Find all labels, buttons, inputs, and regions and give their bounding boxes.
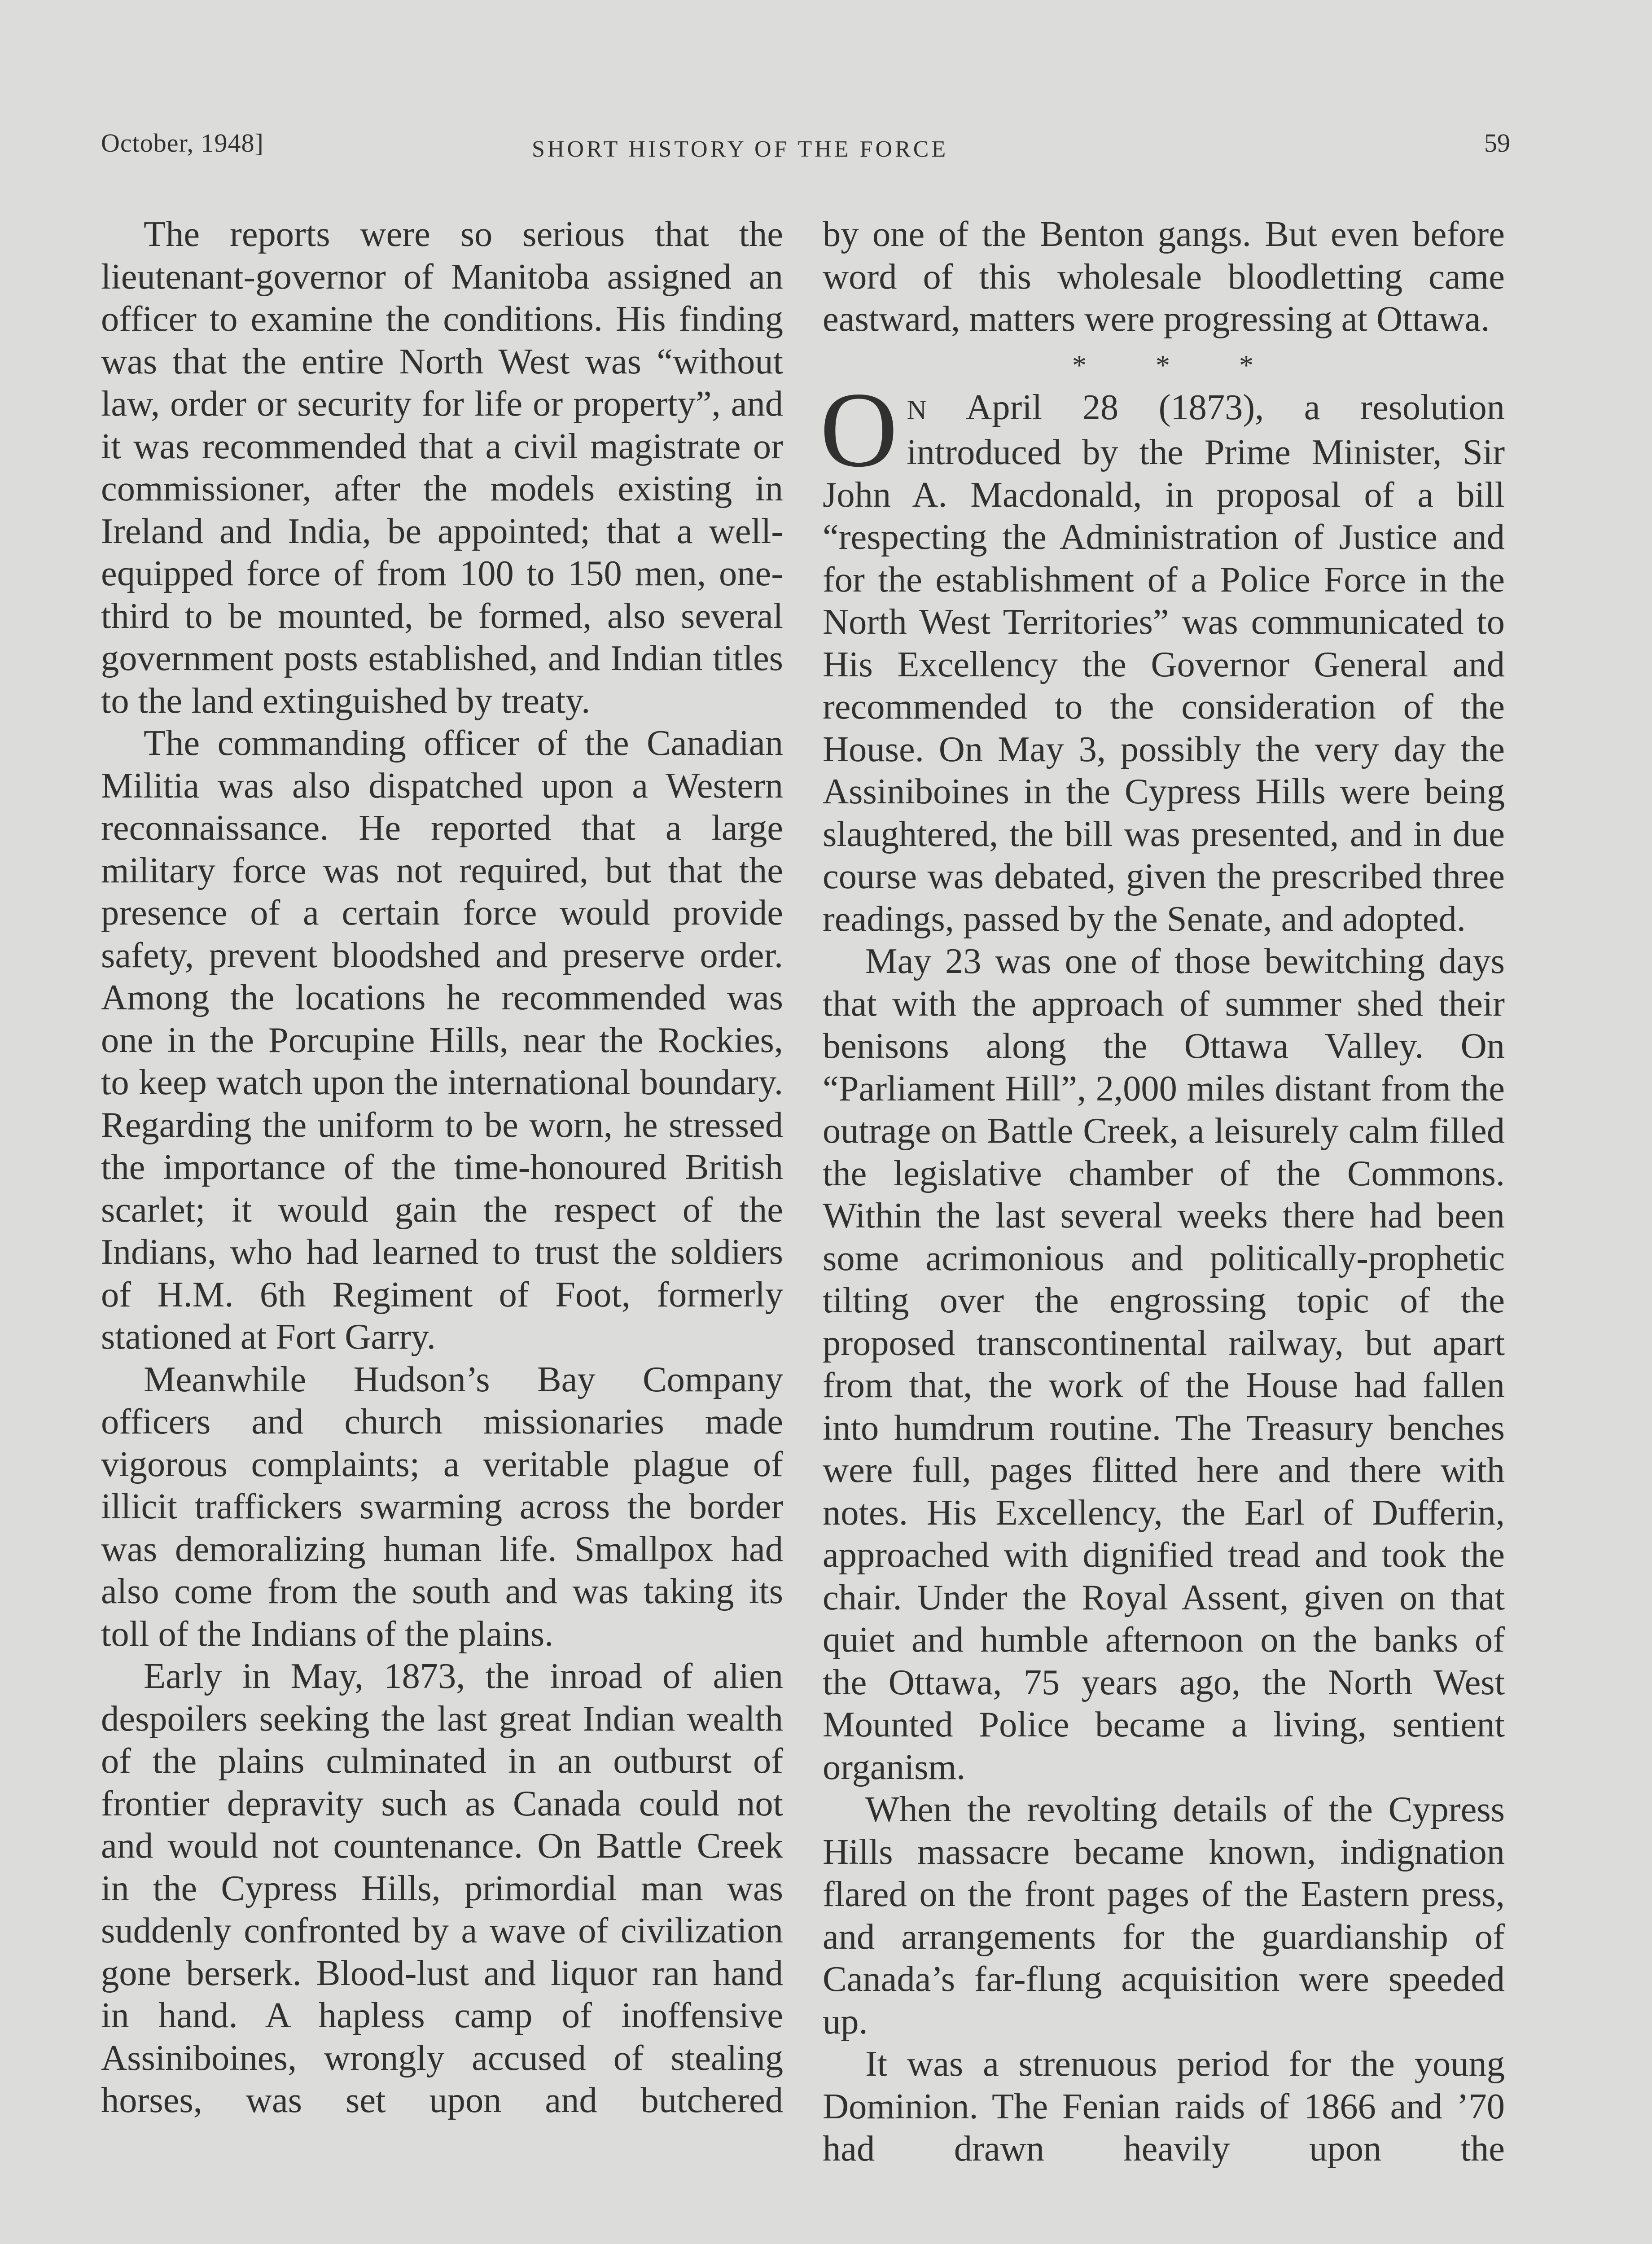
paragraph: The commanding officer of the Canadian Militia was also dispatched upon a Western reconnaissance. He reported that a large military force was not required, but that the presence of a certain force would provide safety, prevent bloodshed and preserve order. Among the locations he recommended was one in the Porcupine Hills, near the Rockies, to keep watch upon the international boundary. Regarding the uniform to be worn, he stressed the importance of the time-honoured British scarlet; it would gain the respect of the Indians, who had learned to trust the soldiers of H.M. 6th Regiment of Foot, formerly stationed at Fort Garry. xyxy=(101,723,783,1357)
paragraph: May 23 was one of those bewitching days that with the approach of summer shed their benisons along the Ottawa Valley. On “Parliament Hill”, 2,000 miles distant from the outrage on Battle Creek, a leisurely calm filled the legislative chamber of the Commons. Within the last several weeks there had been some acrimonious and politically-prophetic tilting over the engrossing topic of the proposed transcontinental railway, but apart from that, the work of the House had fallen into humdrum routine. The Treasury benches were full, pages flitted here and there with notes. His Excellency, the Earl of Dufferin, approached with dignified tread and took the chair. Under the Royal Assent, given on that quiet and humble afternoon on the banks of the Ottawa, 75 years ago, the North West Mounted Police became a living, sentient organism. xyxy=(823,941,1505,1787)
header-title: SHORT HISTORY OF THE FORCE xyxy=(532,136,949,162)
section-separator: * * * xyxy=(1072,349,1255,381)
page-number: 59 xyxy=(1484,128,1510,158)
paragraph-with-dropcap xyxy=(820,369,1505,941)
header-date: October, 1948] xyxy=(101,128,264,158)
paragraph: Meanwhile Hudson’s Bay Company officers and church missionaries made vigorous complaints; a veritable plague of illicit traffickers swarming across the border was demoralizing human life. Smallpox had also come from the south and was taking its toll of the Indians of the plains. xyxy=(101,1359,783,1654)
paragraph: by one of the Benton gangs. But even before word of this wholesale bloodletting came eastward, matters were progressing at Ottawa. xyxy=(823,214,1505,339)
left-column xyxy=(101,213,783,2122)
right-column xyxy=(820,213,1505,2170)
drop-cap: O xyxy=(820,369,898,489)
paragraph: Early in May, 1873, the inroad of alien despoilers seeking the last great Indian wealth of the plains culminated in an outburst of frontier depravity such as Canada could not and would not countenance. On Battle Creek in the Cypress Hills, primordial man was suddenly confronted by a wave of civilization gone berserk. Blood-lust and liquor ran hand in hand. A hapless camp of inoffensive Assiniboines, wrongly accused of stealing horses, was set upon and butchered xyxy=(101,1656,783,2120)
small-caps-text: N xyxy=(907,394,928,425)
paragraph: When the revolting details of the Cypress Hills massacre became known, indignation flared on the front pages of the Eastern press, and arrangements for the guardianship of Canada’s far-flung acquisition were speeded up. xyxy=(823,1789,1505,2042)
running-header xyxy=(101,128,1510,168)
paragraph-text: April 28 (1873), a resolution introduced by the Prime Minister, Sir John A. Macdonald, in proposal of a bill “respecting the Administration of Justice and for the establishment of a Police Force in the North West Territories” was communicated to His Excellency the Governor General and recommended to the consideration of the House. On May 3, possibly the very day the Assiniboines in the Cypress Hills were being slaughtered, the bill was presented, and in due course was debated, given the prescribed three readings, passed by the Senate, and adopted. xyxy=(823,387,1505,939)
paragraph: The reports were so serious that the lieutenant-governor of Manitoba assigned an officer to examine the conditions. His finding was that the entire North West was “without law, order or security for life or property”, and it was recommended that a civil magistrate or commissioner, after the models existing in Ireland and India, be appointed; that a well-equipped force of from 100 to 150 men, one-third to be mounted, be formed, also several government posts established, and Indian titles to the land extinguished by treaty. xyxy=(101,214,783,721)
paragraph: It was a strenuous period for the young Dominion. The Fenian raids of 1866 and ’70 had drawn heavily upon the xyxy=(823,2044,1505,2169)
